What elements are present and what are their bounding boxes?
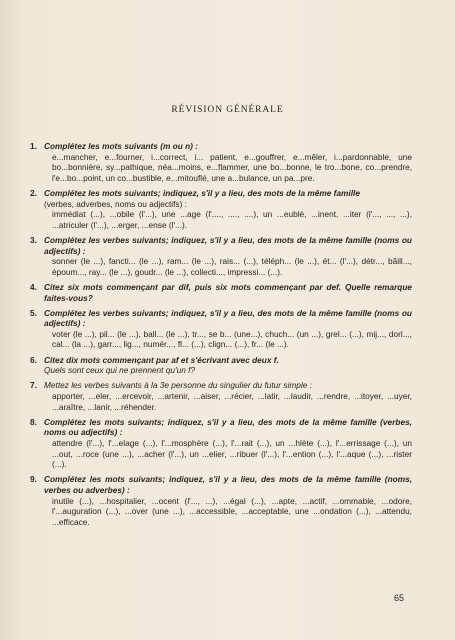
exercise-body: inutile (...), ...hospitalier, ...ocent (l'..., ...), ...égal (...), ...apte, ...actif, ...ommable, ...odore, l'...auguration (...), ...over (une ...), ...accessible, ...acceptable, une ...ondation (...), ...attendu, ...efficace. <box>52 495 412 527</box>
exercise-body: voter (le ...), pil... (le ...), ball... (le ...), tr..., se b... (une...), chuch... (un ...), grel... (...), mij..., dorl..., cal... (la ...), garr..., lig..., numér..., fl... (...), clign... (...), fr... (le ...). <box>52 328 412 350</box>
exercise-instruction-detail: Quels sont ceux qui ne prennent qu'un f? <box>44 365 196 376</box>
exercise-number: 6. <box>30 354 37 365</box>
exercise-number: 1. <box>30 141 37 151</box>
exercise-number: 4. <box>30 281 37 292</box>
exercise-body: e...mancher, e...fourner, i...correct, i... patient, e...gouffrer, e...mêler, i...pardonnable, une bo...bonnière, sy...pathique, néa...moins, e...flammer, une bo...bonne, le tro...bone, co...prendre, l'e...bo...point, un co...bustible, e...mitouflé, une a...bulance, un pa...pre. <box>52 151 412 183</box>
exercise-8 <box>30 417 412 470</box>
exercise-instruction: Complétez les verbes suivants; indiquez, s'il y a lieu, des mots de la même famille (noms ou adjectifs) : <box>44 234 412 256</box>
exercise-1 <box>30 141 412 183</box>
exercise-number: 9. <box>30 474 37 485</box>
exercise-instruction: Citez six mots commençant par dif, puis six mots commençant par def. Quelle remarque faites-vous? <box>44 281 412 303</box>
exercise-instruction-detail: (verbes, adverbes, noms ou adjectifs) : <box>44 198 187 209</box>
exercise-body: immédiat (...), ...obile (l'...), une ...age (l'...., ...., ....), un ...eublé, ...inent, ...iter (l'..., ..., ...), ...atriculer (l'...), ...erger, ...ense (l'...). <box>52 209 412 230</box>
exercise-number: 7. <box>30 380 37 391</box>
exercise-instruction: Complétez les mots suivants; indiquez, s'il y a lieu, des mots de la même famille <box>44 187 360 198</box>
exercise-number: 2. <box>30 187 37 198</box>
exercise-body: attendre (l'...), l'...elage (...), l'...mosphère (...), l'...rait (...), un ...hlète (...), l'...errissage (...), un ...out, ...roce (une ...), ...acher (l'...), un ...elier, ...ribuer (l'...), l'...ention (...), l'...aque (...), ...rister (...). <box>52 438 412 470</box>
exercise-4 <box>30 282 412 303</box>
exercise-instruction: Complétez les mots suivants; indiquez, s'il y a lieu, des mots de la même famille (noms, verbes ou adverbes) : <box>44 474 412 495</box>
exercise-instruction: Mettez les verbes suivants à la 3e personne du singulier du futur simple : <box>44 380 312 391</box>
exercise-5 <box>30 308 412 350</box>
exercise-number: 3. <box>30 234 37 245</box>
page-number: 65 <box>394 593 405 603</box>
page-title: RÉVISION GÉNÉRALE <box>171 105 284 115</box>
exercise-instruction: Complétez les verbes suivants; indiquez, s'il y a lieu, des mots de la même famille (noms ou adjectifs) : <box>44 307 412 329</box>
exercise-instruction: Citez dix mots commençant par af et s'écrivant avec deux f. <box>44 354 279 365</box>
exercise-number: 8. <box>30 416 37 427</box>
exercise-instruction: Complétez les mots suivants; indiquez, s'il y a lieu, des mots de la même famille (verbes, noms ou adjectifs) : <box>44 416 412 438</box>
exercise-body: apporter, ...eler, ...ercevoir, ...artenir, ...aiser, ...récier, ...latir, ...laudir, ...rendre, ...itoyer, ...uyer, ...araître, ...lanir, ...réhender. <box>52 391 412 412</box>
exercise-body: sonner (le ...), fancti... (le ...), ram... (le ...), rais... (...), téléph... (le ...), ét... (l'...), détr..., bâill..., époum..., ray... (le ...), goudr... (le ...), collecti..., impressi... (...). <box>52 256 412 277</box>
exercise-9 <box>30 474 412 527</box>
exercise-number: 5. <box>30 307 37 318</box>
exercise-2 <box>30 188 412 230</box>
exercise-7 <box>30 380 412 412</box>
exercise-3 <box>30 235 412 277</box>
exercise-instruction: Complétez les mots suivants (m ou n) : <box>44 141 198 151</box>
exercise-6 <box>30 355 412 376</box>
exercise-list <box>30 141 412 532</box>
